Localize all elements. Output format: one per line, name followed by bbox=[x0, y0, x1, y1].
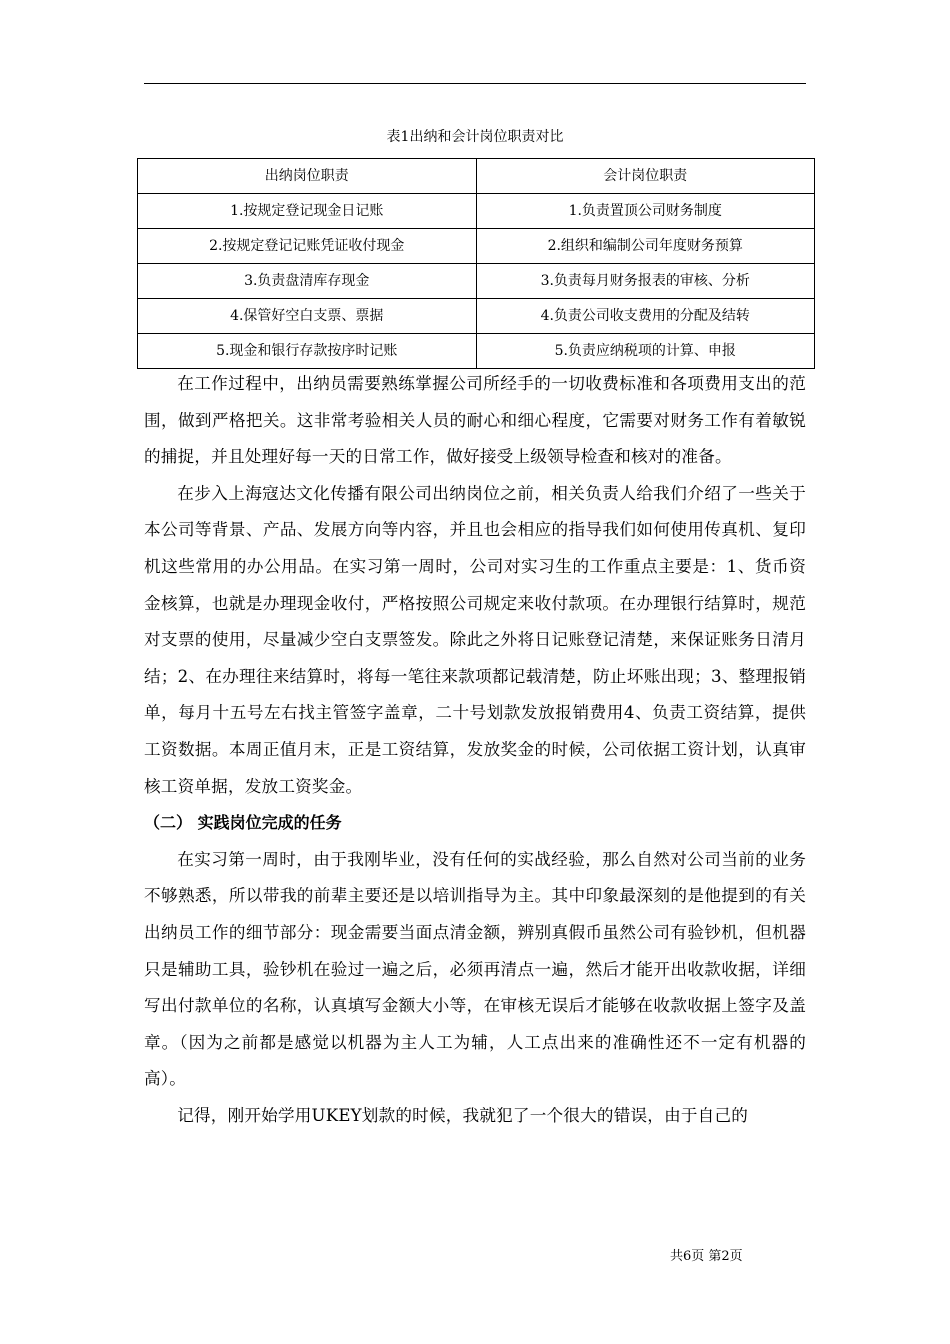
table-caption: 表1出纳和会计岗位职责对比 bbox=[386, 129, 564, 145]
document-body bbox=[144, 366, 806, 1134]
table-row bbox=[138, 299, 815, 334]
column-header-cashier: 出纳岗位职责 bbox=[138, 159, 477, 194]
page-number-footer: 共6页 第2页 bbox=[670, 1249, 743, 1264]
body-paragraph: 记得，刚开始学用UKEY划款的时候，我就犯了一个很大的错误，由于自己的 bbox=[177, 1105, 749, 1125]
column-header-accountant: 会计岗位职责 bbox=[476, 159, 815, 194]
table-row bbox=[138, 229, 815, 264]
table-row bbox=[138, 194, 815, 229]
body-paragraph: 在步入上海寇达文化传播有限公司出纳岗位之前，相关负责人给我们介绍了一些关于本公司等背景、产品、发展方向等内容，并且也会相应的指导我们如何使用传真机、复印机这些常用的办公用品。在实习第一周时，公司对实习生的工作重点主要是：1、货币资金核算，也就是办理现金收付，严格按照公司规定来收付款项。在办理银行结算时，规范对支票的使用，尽量减少空白支票签发。除此之外将日记账登记清楚，来保证账务日清月结；2、在办理往来结算时，将每一笔往来款项都记载清楚，防止坏账出现；3、整理报销单，每月十五号左右找主管签字盖章，二十号划款发放报销费用4、负责工资结算，提供工资数据。本周正值月末，正是工资结算，发放奖金的时候，公司依据工资计划，认真审核工资单据，发放工资奖金。 bbox=[144, 483, 806, 796]
table-cell: 5.负责应纳税项的计算、申报 bbox=[476, 334, 815, 369]
table-cell: 4.保管好空白支票、票据 bbox=[138, 299, 477, 334]
table-cell: 3.负责每月财务报表的审核、分析 bbox=[476, 264, 815, 299]
section-heading: （二） 实践岗位完成的任务 bbox=[144, 813, 342, 833]
table-cell: 1.按规定登记现金日记账 bbox=[138, 194, 477, 229]
table-cell: 3.负责盘清库存现金 bbox=[138, 264, 477, 299]
table-cell: 2.按规定登记记账凭证收付现金 bbox=[138, 229, 477, 264]
body-paragraph: 在实习第一周时，由于我刚毕业，没有任何的实战经验，那么自然对公司当前的业务不够熟悉，所以带我的前辈主要还是以培训指导为主。其中印象最深刻的是他提到的有关出纳员工作的细节部分：现金需要当面点清金额，辨别真假币虽然公司有验钞机，但机器只是辅助工具，验钞机在验过一遍之后，必须再清点一遍，然后才能开出收款收据，详细写出付款单位的名称，认真填写金额大小等，在审核无误后才能够在收款收据上签字及盖章。（因为之前都是感觉以机器为主人工为辅，人工点出来的准确性还不一定有机器的高）。 bbox=[144, 849, 806, 1089]
table-row bbox=[138, 334, 815, 369]
table-cell: 1.负责置顶公司财务制度 bbox=[476, 194, 815, 229]
table-row bbox=[138, 264, 815, 299]
table-cell: 4.负责公司收支费用的分配及结转 bbox=[476, 299, 815, 334]
duties-comparison-table bbox=[137, 158, 815, 369]
header-rule bbox=[144, 83, 806, 84]
table-cell: 5.现金和银行存款按序时记账 bbox=[138, 334, 477, 369]
table-header-row bbox=[138, 159, 815, 194]
body-paragraph: 在工作过程中，出纳员需要熟练掌握公司所经手的一切收费标准和各项费用支出的范围，做到严格把关。这非常考验相关人员的耐心和细心程度，它需要对财务工作有着敏锐的捕捉，并且处理好每一天的日常工作，做好接受上级领导检查和核对的准备。 bbox=[144, 374, 806, 467]
table-cell: 2.组织和编制公司年度财务预算 bbox=[476, 229, 815, 264]
